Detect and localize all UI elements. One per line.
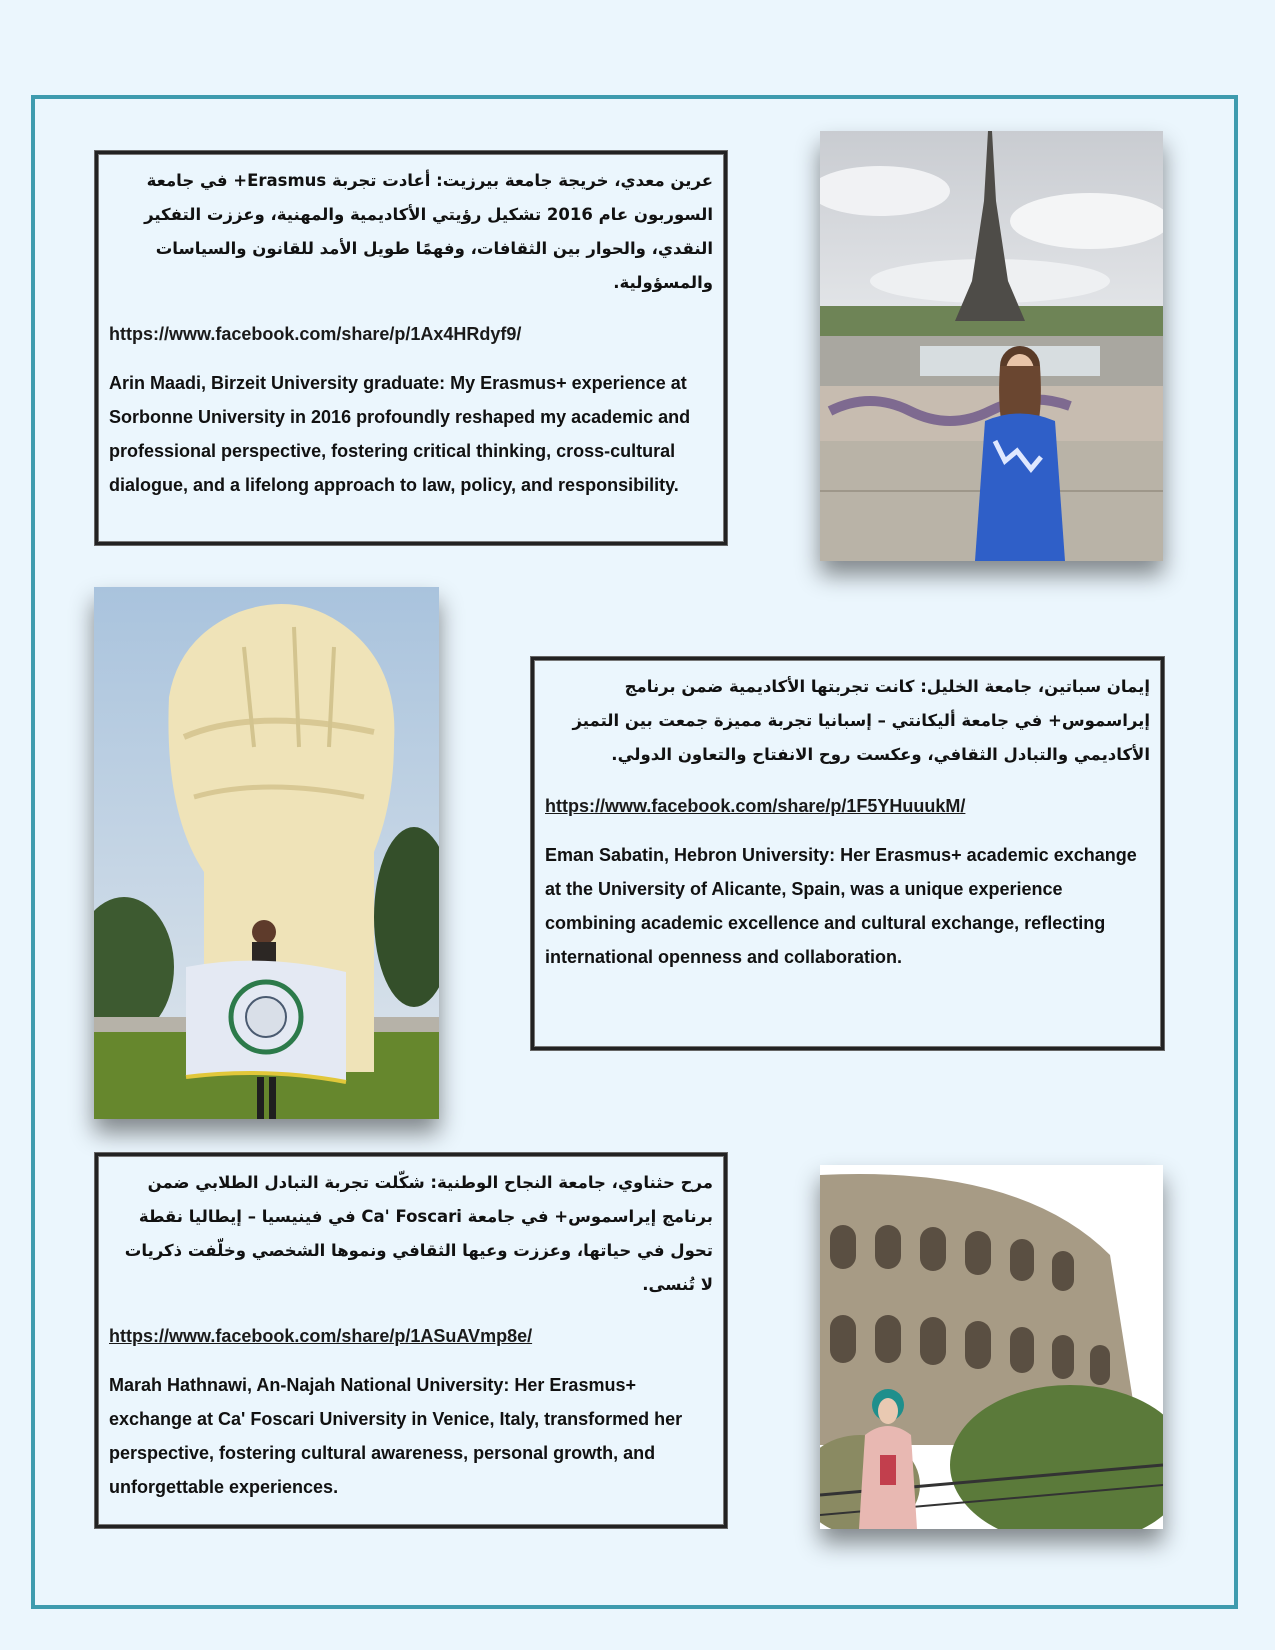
photo-fist-monument — [94, 587, 439, 1119]
story-facebook-link[interactable]: https://www.facebook.com/share/p/1ASuAVmp8e/ — [109, 1326, 533, 1346]
story-card-arin — [95, 151, 727, 545]
story-english-text: Eman Sabatin, Hebron University: Her Erasmus+ academic exchange at the University of Alicante, Spain, was a unique experience combining academic excellence and cultural exchange, reflecting international openness and collaboration. — [545, 845, 1137, 967]
story-arabic-text: مرح حثناوي، جامعة النجاح الوطنية: شكّلت تجربة التبادل الطلابي ضمن برنامج إيراسموس+ في جامعة Ca' Foscari في فينيسيا – إيطاليا نقطة تحول في حياتها، وعززت وعيها الثقافي ونموها الشخصي وخلّفت ذكريات لا تُنسى. — [124, 1173, 713, 1294]
story-facebook-link[interactable]: https://www.facebook.com/share/p/1F5YHuuukM/ — [545, 796, 966, 816]
story-facebook-link[interactable]: https://www.facebook.com/share/p/1Ax4HRdyf9/ — [109, 324, 522, 344]
story-english-text: Marah Hathnawi, An-Najah National University: Her Erasmus+ exchange at Ca' Foscari University in Venice, Italy, transformed her perspective, fostering cultural awareness, personal growth, and unforgettable experiences. — [109, 1375, 683, 1497]
story-arabic-text: عرين معدي، خريجة جامعة بيرزيت: أعادت تجربة Erasmus+ في جامعة السوربون عام 2016 تشكيل رؤيتي الأكاديمية والمهنية، وعززت التفكير النقدي، والحوار بين الثقافات، وفهمًا طويل الأمد للقانون والسياسات والمسؤولية. — [144, 171, 713, 292]
photo-colosseum — [820, 1165, 1163, 1529]
story-card-marah — [95, 1153, 727, 1528]
photo-eiffel-tower — [820, 131, 1163, 561]
story-arabic-text: إيمان سباتين، جامعة الخليل: كانت تجربتها الأكاديمية ضمن برنامج إيراسموس+ في جامعة أليكانتي – إسبانيا تجربة مميزة جمعت بين التميز الأكاديمي والتبادل الثقافي، وعكست روح الانفتاح والتعاون الدولي. — [572, 677, 1150, 764]
story-english-text: Arin Maadi, Birzeit University graduate: My Erasmus+ experience at Sorbonne University in 2016 profoundly reshaped my academic and professional perspective, fostering critical thinking, cross-cultural dialogue, and a lifelong approach to law, policy, and responsibility. — [109, 373, 691, 495]
story-card-eman — [531, 657, 1164, 1050]
